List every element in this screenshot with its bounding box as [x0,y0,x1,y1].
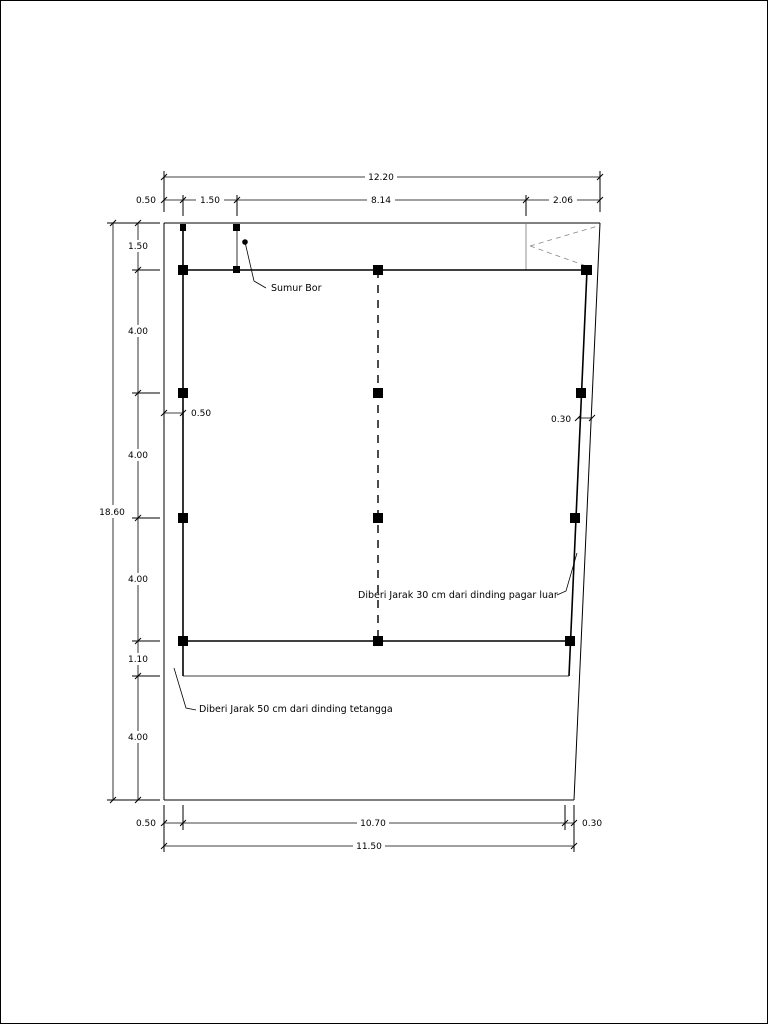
dim-bottom-total: 11.50 [356,842,382,852]
well-marker [242,239,266,288]
dim-left-seg-6: 4.00 [127,733,149,743]
dim-inner-right-offset: 0.30 [551,415,572,425]
dim-left-total: 18.60 [99,508,125,518]
note-neighbor-wall-gap: Diberi Jarak 50 cm dari dinding tetangga [199,704,393,715]
leader-neighbor-wall [174,668,196,710]
dim-bottom-seg-1: 0.50 [135,819,156,829]
dim-top-seg-2: 1.50 [199,196,221,206]
dim-left-seg-1: 1.50 [127,242,149,252]
dim-bottom-seg-2: 10.70 [360,819,386,829]
dim-top-seg-4: 2.06 [552,196,574,206]
note-outer-wall-gap: Diberi Jarak 30 cm dari dinding pagar luar [358,590,558,601]
dim-left-seg-3: 4.00 [127,451,149,461]
columns [178,224,592,646]
note-well: Sumur Bor [271,283,322,294]
dim-top-seg-3: 8.14 [370,196,392,206]
dim-left-seg-4: 4.00 [127,575,149,585]
dim-left-seg-2: 4.00 [127,327,149,337]
dim-top-seg-1: 0.50 [135,196,156,206]
structure-frame [183,226,587,676]
dim-inner-left-offset: 0.50 [191,409,212,419]
dim-left-seg-5: 1.10 [127,655,149,665]
dim-top-total: 12.20 [368,173,394,183]
dim-bottom-seg-3: 0.30 [582,819,603,829]
gate-area [526,223,598,270]
